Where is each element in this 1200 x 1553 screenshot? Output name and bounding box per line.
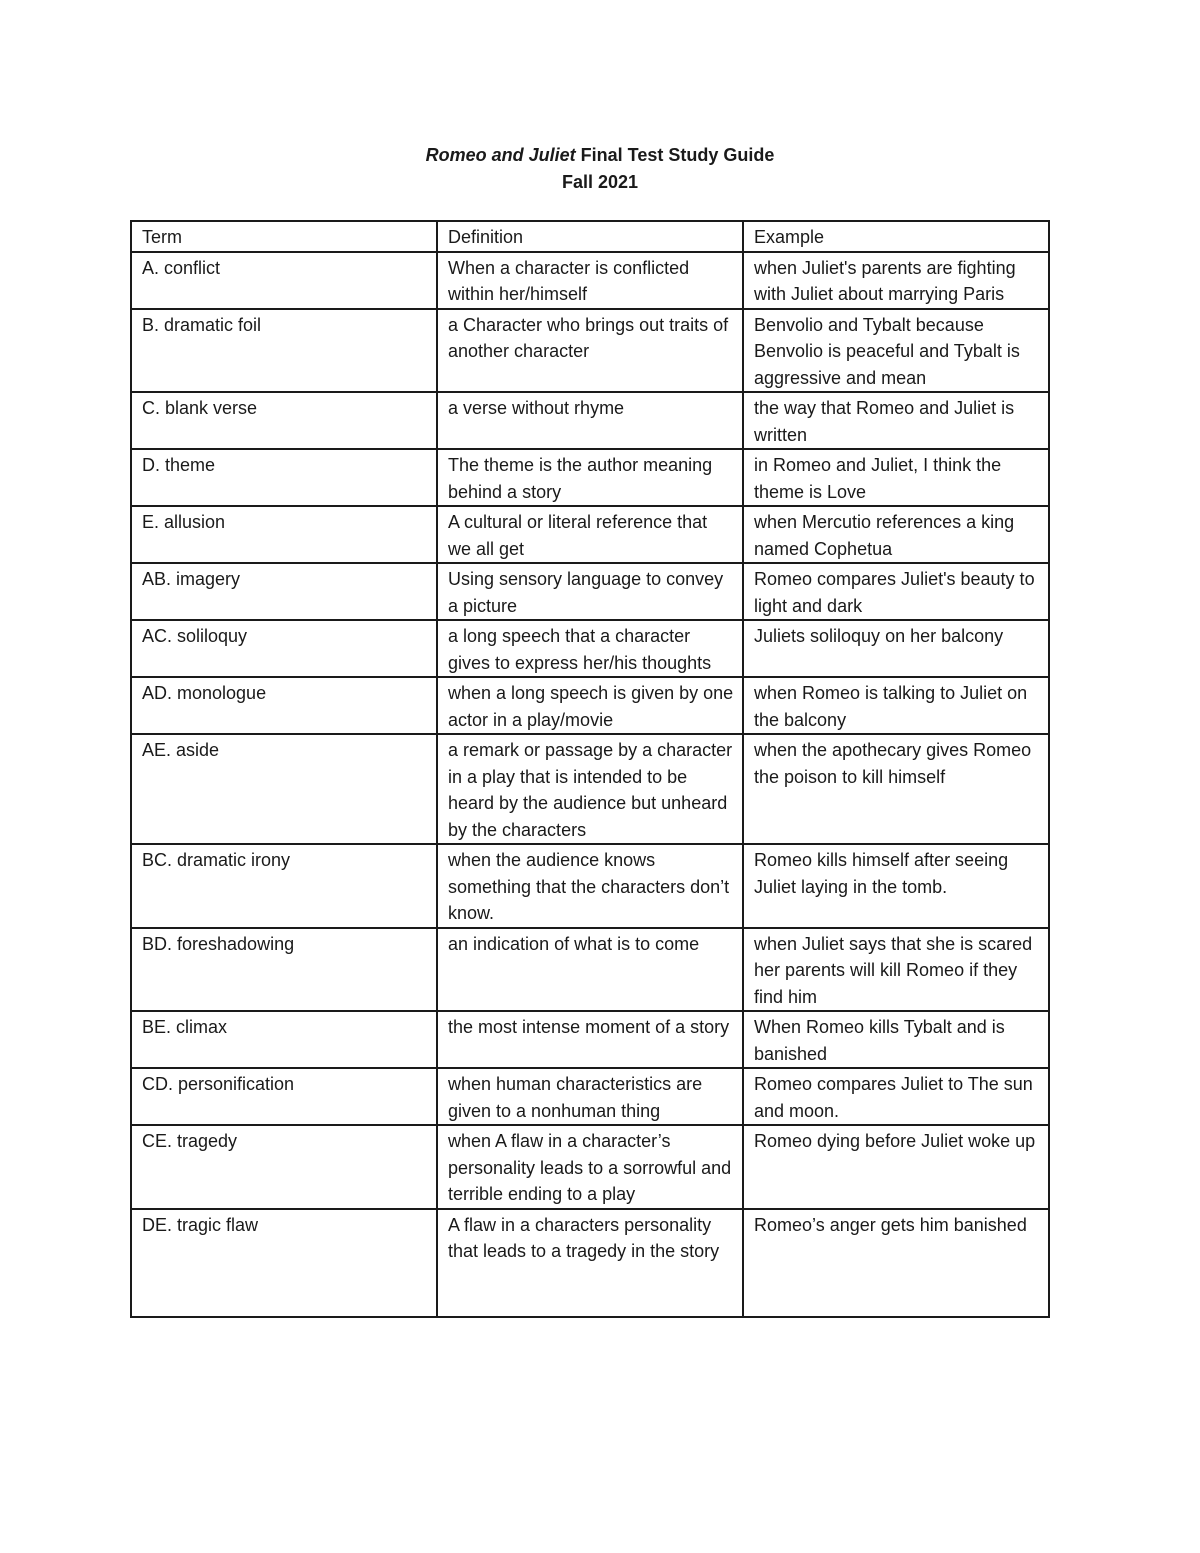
term-cell: AC. soliloquy	[131, 620, 437, 677]
example-cell: Romeo compares Juliet to The sun and moon.	[743, 1068, 1049, 1125]
example-cell: Romeo kills himself after seeing Juliet laying in the tomb.	[743, 844, 1049, 928]
example-cell: Juliets soliloquy on her balcony	[743, 620, 1049, 677]
term-cell: BE. climax	[131, 1011, 437, 1068]
study-guide-table	[130, 220, 1050, 1318]
definition-cell: A flaw in a characters personality that leads to a tragedy in the story	[437, 1209, 743, 1317]
definition-cell: The theme is the author meaning behind a story	[437, 449, 743, 506]
term-cell: DE. tragic flaw	[131, 1209, 437, 1317]
term-cell: C. blank verse	[131, 392, 437, 449]
table-row	[131, 844, 1049, 928]
table-row	[131, 1125, 1049, 1209]
example-cell: Romeo’s anger gets him banished	[743, 1209, 1049, 1317]
term-cell: BC. dramatic irony	[131, 844, 437, 928]
definition-cell: When a character is conflicted within her/himself	[437, 252, 743, 309]
term-cell: E. allusion	[131, 506, 437, 563]
table-row	[131, 309, 1049, 393]
example-cell: When Romeo kills Tybalt and is banished	[743, 1011, 1049, 1068]
term-cell: D. theme	[131, 449, 437, 506]
term-cell: AD. monologue	[131, 677, 437, 734]
definition-cell: a long speech that a character gives to express her/his thoughts	[437, 620, 743, 677]
play-title: Romeo and Juliet	[425, 145, 576, 165]
document-title-block	[0, 142, 1200, 196]
definition-cell: Using sensory language to convey a picture	[437, 563, 743, 620]
table-row	[131, 1209, 1049, 1317]
definition-cell: a remark or passage by a character in a play that is intended to be heard by the audience but unheard by the characters	[437, 734, 743, 844]
definition-cell: when a long speech is given by one actor in a play/movie	[437, 677, 743, 734]
term-cell: CD. personification	[131, 1068, 437, 1125]
table-row	[131, 1011, 1049, 1068]
example-cell: when Romeo is talking to Juliet on the balcony	[743, 677, 1049, 734]
table-row	[131, 563, 1049, 620]
table-row	[131, 620, 1049, 677]
term-cell: BD. foreshadowing	[131, 928, 437, 1012]
header-example: Example	[743, 221, 1049, 252]
term-cell: AE. aside	[131, 734, 437, 844]
header-term: Term	[131, 221, 437, 252]
example-cell: when Mercutio references a king named Cophetua	[743, 506, 1049, 563]
title-rest: Final Test Study Guide	[575, 145, 775, 165]
table-row	[131, 734, 1049, 844]
term-cell: A. conflict	[131, 252, 437, 309]
example-cell: Benvolio and Tybalt because Benvolio is peaceful and Tybalt is aggressive and mean	[743, 309, 1049, 393]
table-row	[131, 252, 1049, 309]
term-cell: AB. imagery	[131, 563, 437, 620]
example-cell: when Juliet's parents are fighting with Juliet about marrying Paris	[743, 252, 1049, 309]
example-cell: when Juliet says that she is scared her parents will kill Romeo if they find him	[743, 928, 1049, 1012]
table-row	[131, 677, 1049, 734]
definition-cell: a verse without rhyme	[437, 392, 743, 449]
definition-cell: a Character who brings out traits of another character	[437, 309, 743, 393]
document-subtitle: Fall 2021	[561, 172, 639, 192]
term-cell: B. dramatic foil	[131, 309, 437, 393]
term-cell: CE. tragedy	[131, 1125, 437, 1209]
definition-cell: when the audience knows something that the characters don’t know.	[437, 844, 743, 928]
definition-cell: A cultural or literal reference that we all get	[437, 506, 743, 563]
table-row	[131, 928, 1049, 1012]
table-row	[131, 506, 1049, 563]
example-cell: Romeo dying before Juliet woke up	[743, 1125, 1049, 1209]
document-title	[0, 142, 1200, 169]
table-row	[131, 392, 1049, 449]
header-definition: Definition	[437, 221, 743, 252]
example-cell: when the apothecary gives Romeo the poison to kill himself	[743, 734, 1049, 844]
table-row	[131, 1068, 1049, 1125]
definition-cell: the most intense moment of a story	[437, 1011, 743, 1068]
definition-cell: an indication of what is to come	[437, 928, 743, 1012]
table-row	[131, 449, 1049, 506]
example-cell: in Romeo and Juliet, I think the theme is Love	[743, 449, 1049, 506]
example-cell: the way that Romeo and Juliet is written	[743, 392, 1049, 449]
definition-cell: when human characteristics are given to a nonhuman thing	[437, 1068, 743, 1125]
example-cell: Romeo compares Juliet's beauty to light and dark	[743, 563, 1049, 620]
definition-cell: when A flaw in a character’s personality leads to a sorrowful and terrible ending to a play	[437, 1125, 743, 1209]
table-header-row	[131, 221, 1049, 252]
